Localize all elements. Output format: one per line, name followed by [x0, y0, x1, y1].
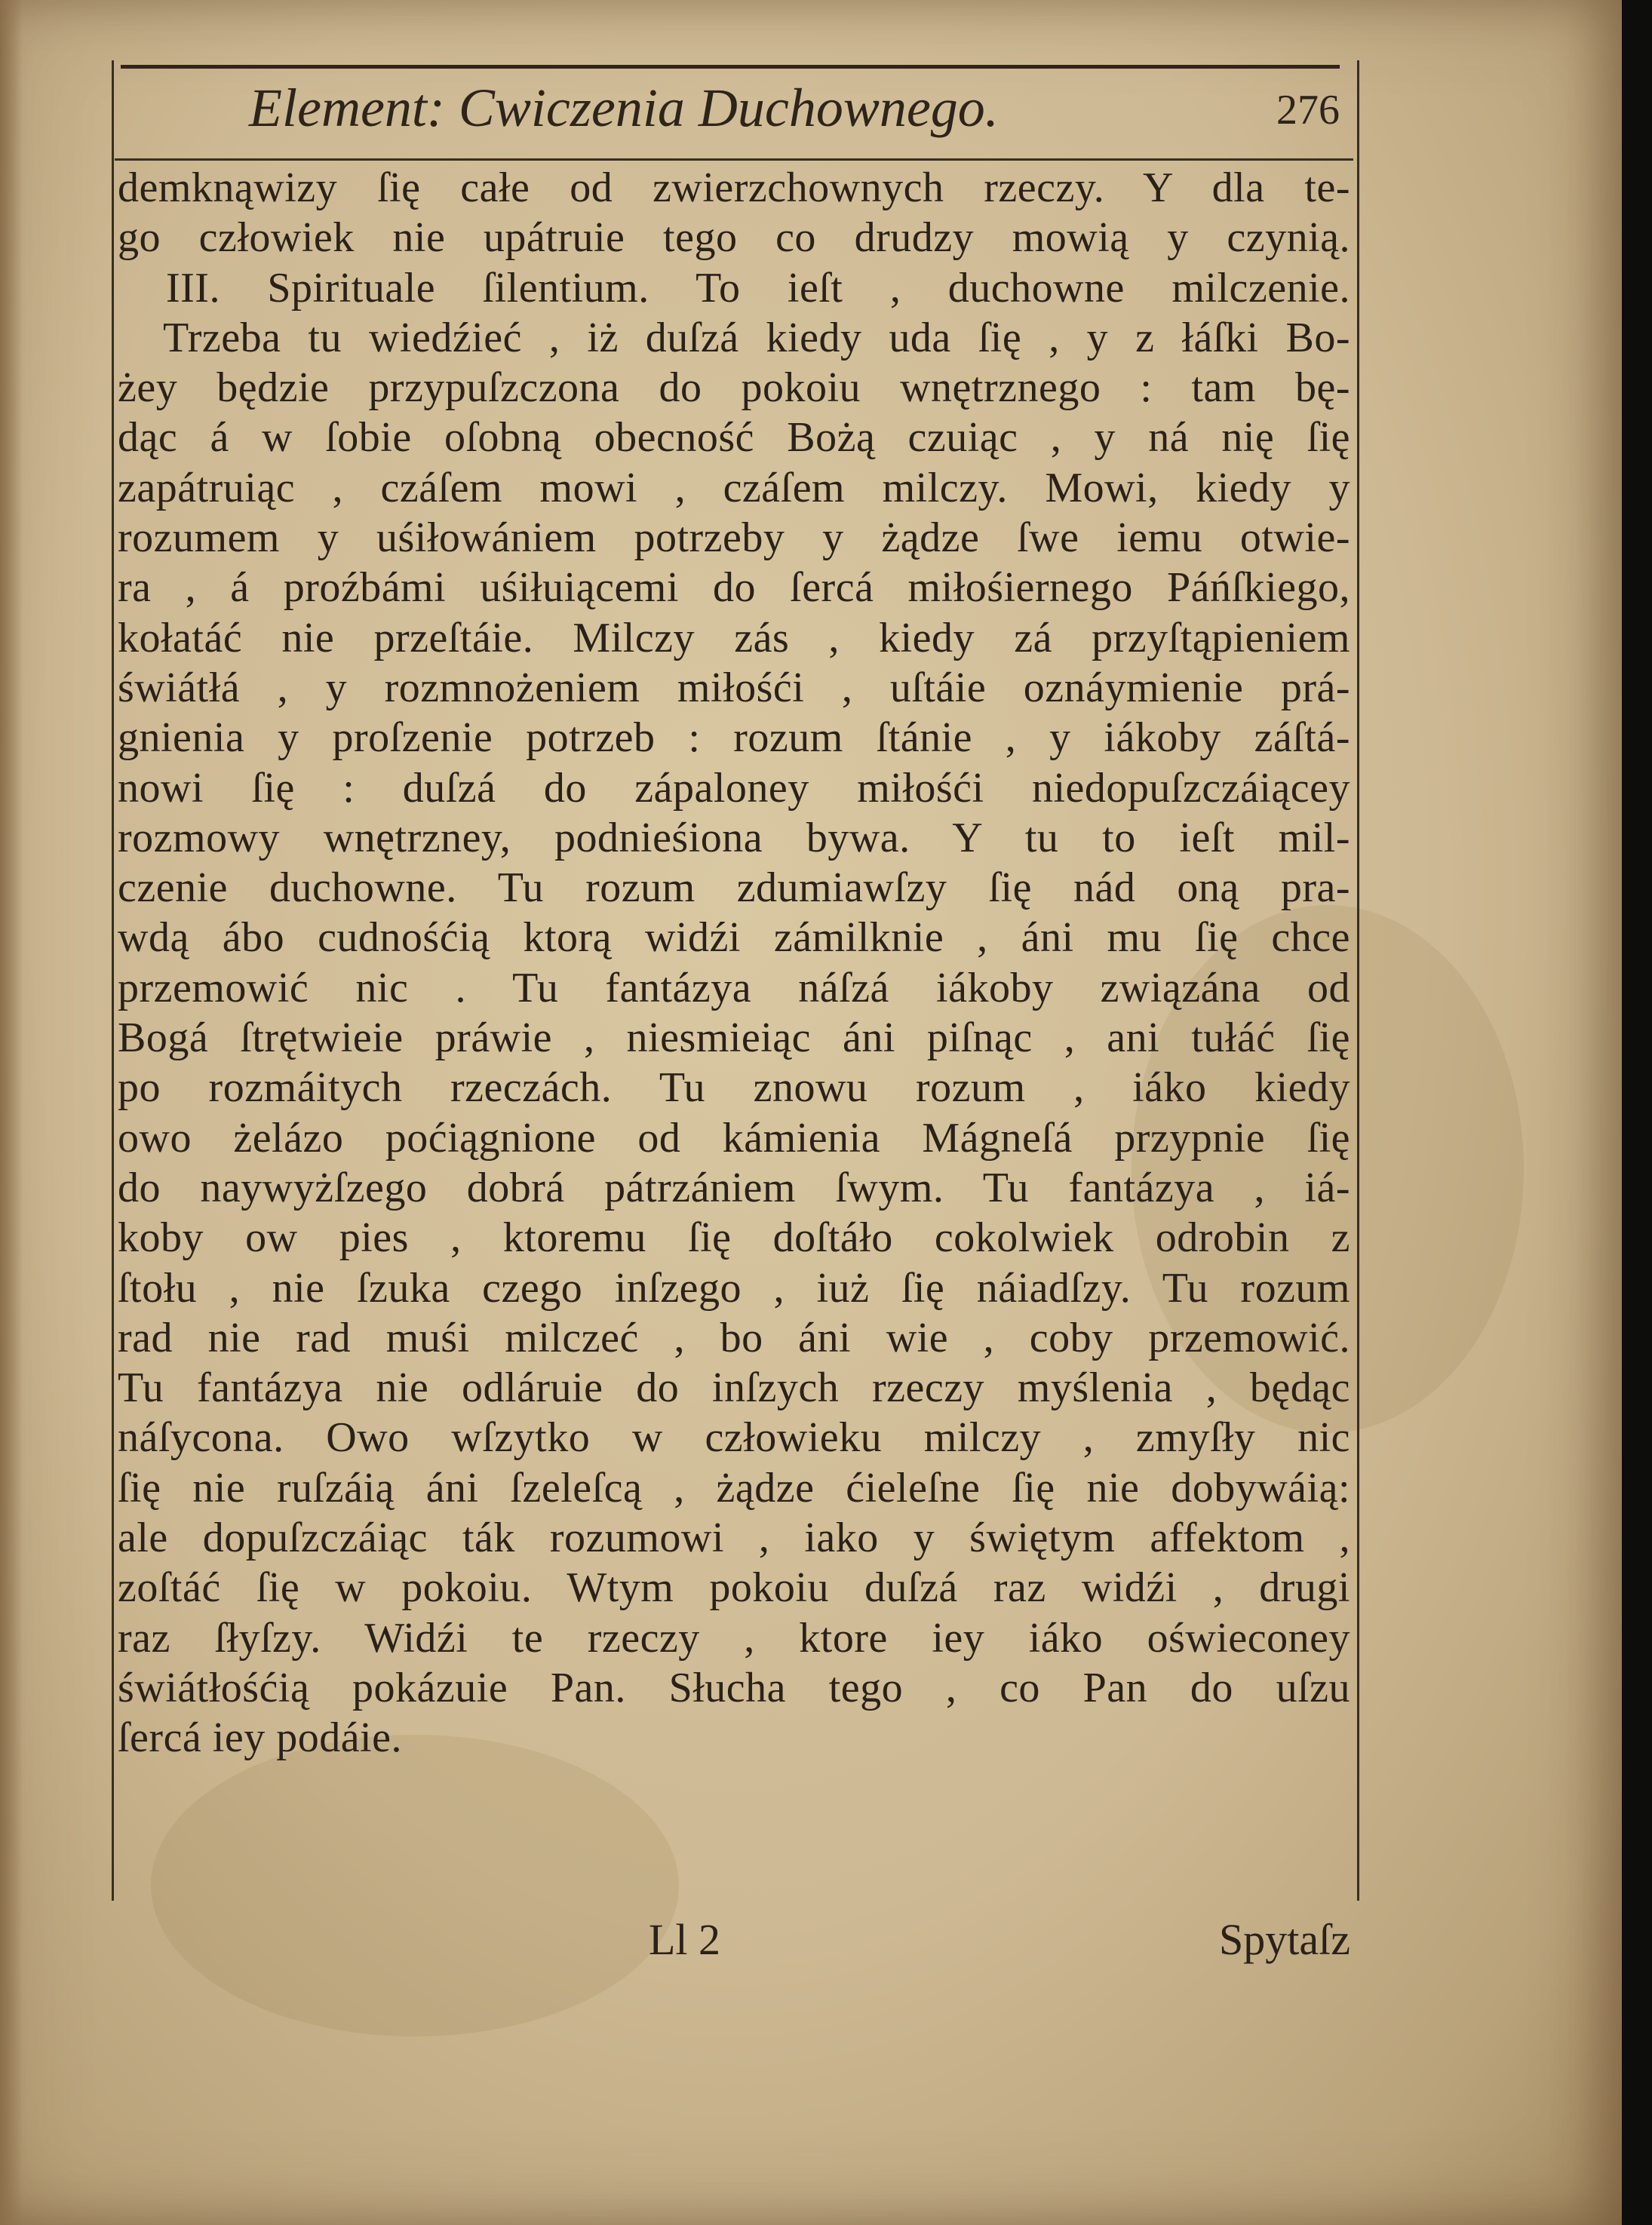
text-line: ale dopuſzczáiąc ták rozumowi , iako y świętym affektom ,	[118, 1515, 1350, 1562]
text-line: rozmowy wnętrzney, podnieśiona bywa. Y tu to ieſt mil-	[118, 814, 1350, 861]
text-line: po rozmáitych rzeczách. Tu znowu rozum , iáko kiedy	[118, 1064, 1350, 1112]
text-line: świátłá , y rozmnożeniem miłośći , uſtáie oznáymienie prá-	[118, 664, 1350, 711]
text-line: nowi ſię : duſzá do zápaloney miłośći niedopuſzczáiącey	[118, 764, 1350, 812]
text-line: ſię nie ruſzáią áni ſzeleſcą , żądze ćieleſne ſię nie dobywáią:	[118, 1464, 1350, 1511]
text-line-last: ſercá iey podáie.	[118, 1714, 402, 1762]
text-line: gnienia y proſzenie potrzeb : rozum ſtánie , y iákoby záſtá-	[118, 714, 1350, 762]
catchword: Spytaſz	[1219, 1915, 1350, 1964]
page-gutter-shadow	[0, 0, 23, 2225]
text-line: zapátruiąc , czáſem mowi , czáſem milczy. Mowi, kiedy y	[118, 464, 1350, 511]
text-line: do naywyżſzego dobrá pátrzániem ſwym. Tu fantázya , iá-	[118, 1164, 1350, 1211]
running-head: Element: Cwiczenia Duchownego.	[249, 78, 999, 138]
signature-mark: Ll 2	[649, 1915, 721, 1964]
text-line: kołatáć nie przeſtáie. Milczy zás , kiedy zá przyſtąpieniem	[118, 614, 1350, 661]
text-line: świátłośćią pokázuie Pan. Słucha tego , co Pan do uſzu	[118, 1664, 1350, 1711]
text-line: demknąwizy ſię całe od zwierzchownych rzeczy. Y dla te-	[118, 164, 1350, 211]
text-line: dąc á w ſobie oſobną obecność Bożą czuiąc , y ná nię ſię	[118, 414, 1350, 462]
body-text	[118, 163, 1350, 1763]
text-line: Tu fantázya nie odláruie do inſzych rzeczy myślenia , będąc	[118, 1364, 1350, 1412]
text-line: owo żelázo poćiągnione od kámienia Mágneſá przypnie ſię	[118, 1114, 1350, 1162]
text-line: Trzeba tu wiedźieć , iż duſzá kiedy uda ſię , y z łáſki Bo-	[163, 314, 1350, 361]
section-heading-line: III. Spirituale ſilentium. To ieſt , duchowne milczenie.	[166, 264, 1350, 312]
text-line: rozumem y uśiłowániem potrzeby y żądze ſwe iemu otwie-	[118, 514, 1350, 562]
text-line: czenie duchowne. Tu rozum zdumiawſzy ſię nád oną pra-	[118, 864, 1350, 912]
text-line: raz ſłyſzy. Widźi te rzeczy , ktore iey iáko oświeconey	[118, 1614, 1350, 1662]
text-line: koby ow pies , ktoremu ſię doſtáło cokolwiek odrobin z	[118, 1214, 1350, 1262]
page-number: 276	[1276, 87, 1340, 134]
text-line: ſtołu , nie ſzuka czego inſzego , iuż ſię náiadſzy. Tu rozum	[118, 1264, 1350, 1312]
text-line: zoſtáć ſię w pokoiu. Wtym pokoiu duſzá raz widźi , drugi	[118, 1564, 1350, 1612]
text-line: rad nie rad muśi milczeć , bo áni wie , coby przemowić.	[118, 1314, 1350, 1361]
header-rule	[115, 158, 1353, 161]
text-line: go człowiek nie upátruie tego co drudzy mowią y czynią.	[118, 214, 1350, 262]
text-line: náſycona. Owo wſzytko w człowieku milczy , zmyſły nic	[118, 1414, 1350, 1462]
text-line: żey będzie przypuſzczona do pokoiu wnętrznego : tam bę-	[118, 364, 1350, 412]
text-line: ra , á proźbámi uśiłuiącemi do ſercá miłośiernego Páńſkiego,	[118, 564, 1350, 612]
text-line: przemowić nic . Tu fantázya náſzá iákoby związána od	[118, 964, 1350, 1011]
text-line: wdą ábo cudnośćią ktorą widźi zámilknie , áni mu ſię chce	[118, 914, 1350, 962]
text-line: Bogá ſtrętwieie práwie , niesmieiąc áni piſnąc , ani tułáć ſię	[118, 1014, 1350, 1062]
